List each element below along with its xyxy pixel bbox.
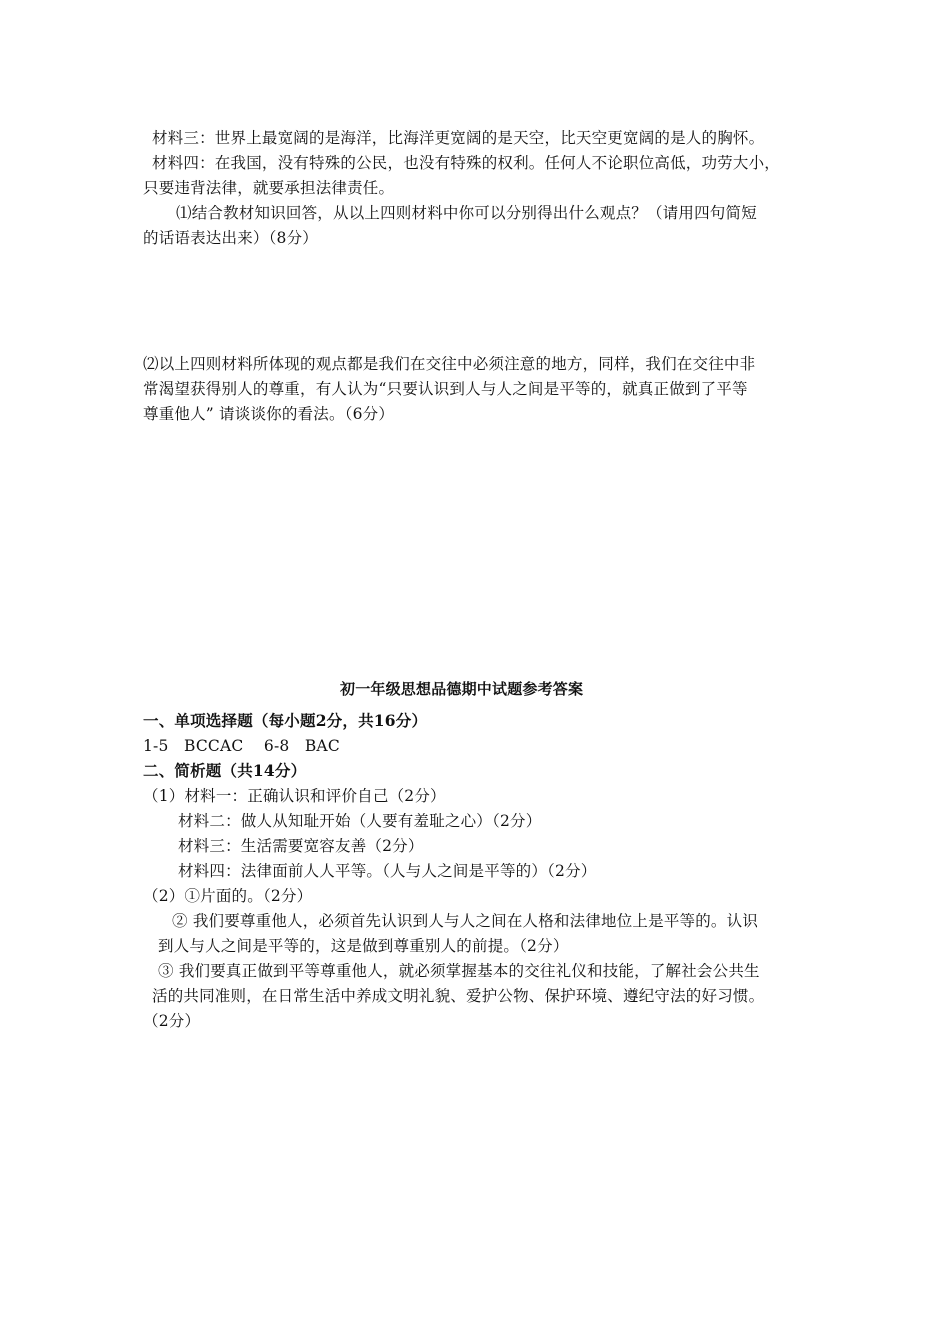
question-two-line-2: 常渴望获得别人的尊重，有人认为“只要认识到人与人之间是平等的，就真正做到了平等 [143, 380, 748, 398]
answer-material-four: 材料四：法律面前人人平等。（人与人之间是平等的）（2分） [178, 862, 597, 880]
material-three: 材料三：世界上最宽阔的是海洋，比海洋更宽阔的是天空，比天空更宽阔的是人的胸怀。 [152, 129, 765, 147]
answer-two-point-three-line-3: （2分） [143, 1012, 201, 1030]
answer-two-point-one: （2）①片面的。（2分） [143, 887, 313, 905]
question-two-line-1: ⑵以上四则材料所体现的观点都是我们在交往中必须注意的地方，同样，我们在交往中非 [143, 355, 756, 373]
answer-material-three: 材料三：生活需要宽容友善（2分） [178, 837, 424, 855]
answer-two-point-two-line-2: 到人与人之间是平等的，这是做到尊重别人的前提。（2分） [158, 937, 569, 955]
answer-key-title: 初一年级思想品德期中试题参考答案 [340, 680, 584, 698]
question-one-line-1: ⑴结合教材知识回答，从以上四则材料中你可以分别得出什么观点？（请用四句简短 [176, 204, 757, 222]
section-two-heading: 二、简析题（共14分） [143, 761, 307, 780]
section-one-heading: 一、单项选择题（每小题2分，共16分） [143, 711, 428, 730]
answer-material-two: 材料二：做人从知耻开始（人要有羞耻之心）（2分） [178, 812, 542, 830]
material-four-line-2: 只要违背法律，就要承担法律责任。 [143, 179, 395, 197]
answer-two-point-three-line-2: 活的共同准则，在日常生活中养成文明礼貌、爱护公物、保护环境、遵纪守法的好习惯。 [152, 987, 765, 1005]
material-four-line-1: 材料四：在我国，没有特殊的公民，也没有特殊的权利。任何人不论职位高低，功劳大小， [152, 154, 781, 172]
answer-material-one: （1）材料一：正确认识和评价自己（2分） [143, 787, 446, 805]
answer-two-point-two-line-1: ② 我们要尊重他人，必须首先认识到人与人之间在人格和法律地位上是平等的。认识 [172, 912, 759, 930]
answer-two-point-three-line-1: ③ 我们要真正做到平等尊重他人，就必须掌握基本的交往礼仪和技能，了解社会公共生 [158, 962, 760, 980]
section-one-answers: 1-5 BCCAC 6-8 BAC [143, 737, 340, 755]
question-two-line-3: 尊重他人” 请谈谈你的看法。（6分） [143, 405, 395, 423]
question-one-line-2: 的话语表达出来）（8分） [143, 229, 319, 247]
